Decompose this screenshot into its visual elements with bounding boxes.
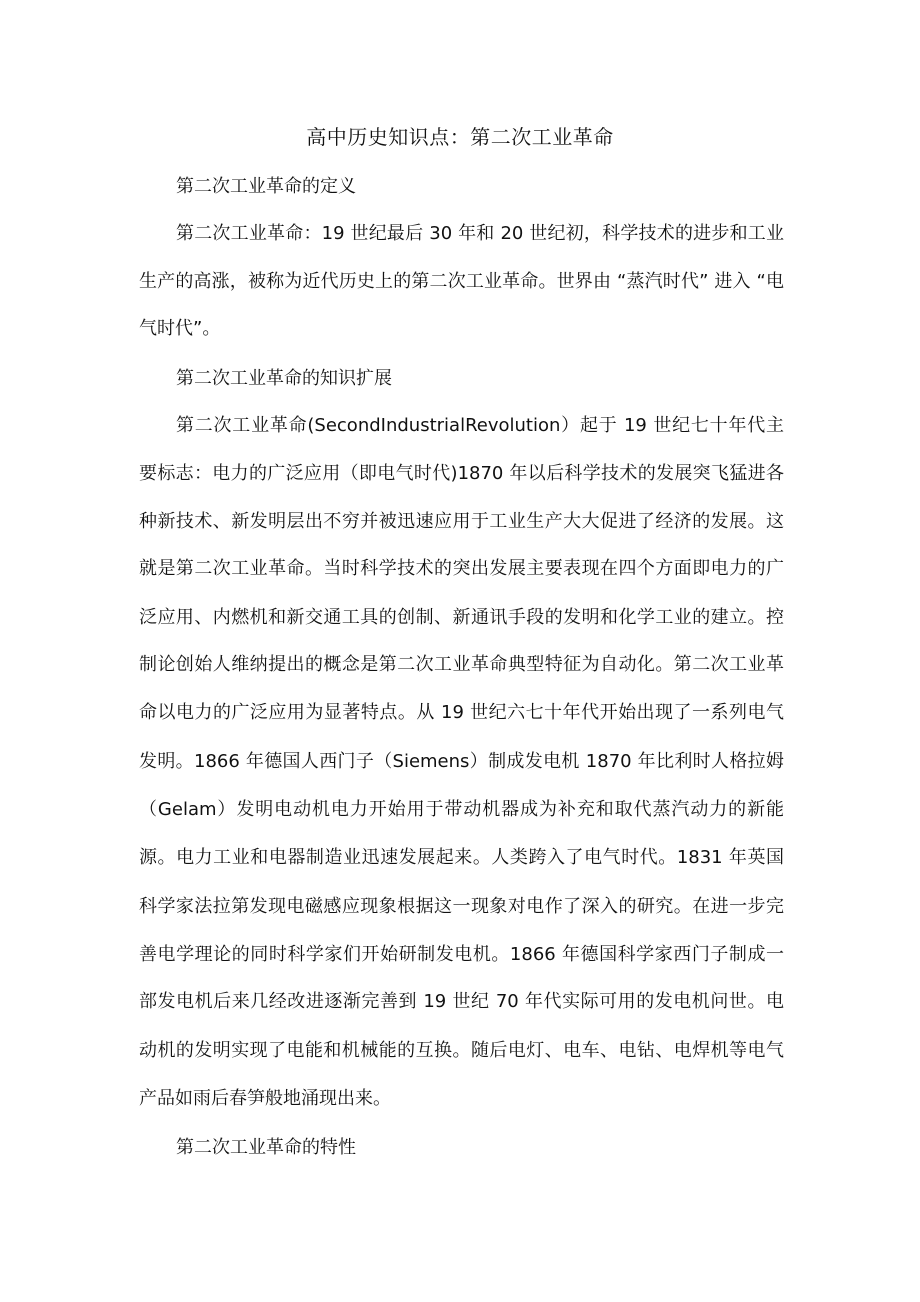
paragraph-line: 泛应用、内燃机和新交通工具的创制、新通讯手段的发明和化学工业的建立。控	[139, 607, 784, 628]
paragraph-line: 种新技术、新发明层出不穷并被迅速应用于工业生产大大促进了经济的发展。这	[139, 511, 784, 532]
paragraph-line: 发明。1866 年德国人西门子（Siemens）制成发电机 1870 年比利时人格拉姆	[139, 751, 784, 772]
paragraph-line: 第二次工业革命(SecondIndustrialRevolution）起于 19 世纪七十年代主	[176, 415, 784, 436]
page-title: 高中历史知识点：第二次工业革命	[306, 125, 614, 149]
section-heading-extension: 第二次工业革命的知识扩展	[176, 368, 392, 389]
section-heading-definition: 第二次工业革命的定义	[176, 176, 356, 197]
paragraph-line: 善电学理论的同时科学家们开始研制发电机。1866 年德国科学家西门子制成一	[139, 944, 784, 965]
paragraph-line: 第二次工业革命：19 世纪最后 30 年和 20 世纪初，科学技术的进步和工业	[176, 223, 784, 244]
paragraph-line: 气时代”。	[139, 318, 221, 339]
paragraph-line: 动机的发明实现了电能和机械能的互换。随后电灯、电车、电钻、电焊机等电气	[139, 1040, 784, 1061]
paragraph-line: 产品如雨后春笋般地涌现出来。	[139, 1088, 391, 1109]
paragraph-line: 部发电机后来几经改进逐渐完善到 19 世纪 70 年代实际可用的发电机问世。电	[139, 991, 784, 1012]
paragraph-line: 就是第二次工业革命。当时科学技术的突出发展主要表现在四个方面即电力的广	[139, 558, 784, 579]
paragraph-line: 要标志：电力的广泛应用（即电气时代)1870 年以后科学技术的发展突飞猛进各	[139, 463, 784, 484]
paragraph-line: 源。电力工业和电器制造业迅速发展起来。人类跨入了电气时代。1831 年英国	[139, 847, 784, 868]
section-heading-characteristics: 第二次工业革命的特性	[176, 1137, 356, 1158]
paragraph-line: 制论创始人维纳提出的概念是第二次工业革命典型特征为自动化。第二次工业革	[139, 654, 784, 675]
paragraph-line: 命以电力的广泛应用为显著特点。从 19 世纪六七十年代开始出现了一系列电气	[139, 702, 784, 723]
paragraph-line: 生产的高涨，被称为近代历史上的第二次工业革命。世界由 “蒸汽时代” 进入 “电	[139, 271, 784, 292]
paragraph-line: （Gelam）发明电动机电力开始用于带动机器成为补充和取代蒸汽动力的新能	[139, 799, 784, 820]
paragraph-line: 科学家法拉第发现电磁感应现象根据这一现象对电作了深入的研究。在进一步完	[139, 896, 784, 917]
